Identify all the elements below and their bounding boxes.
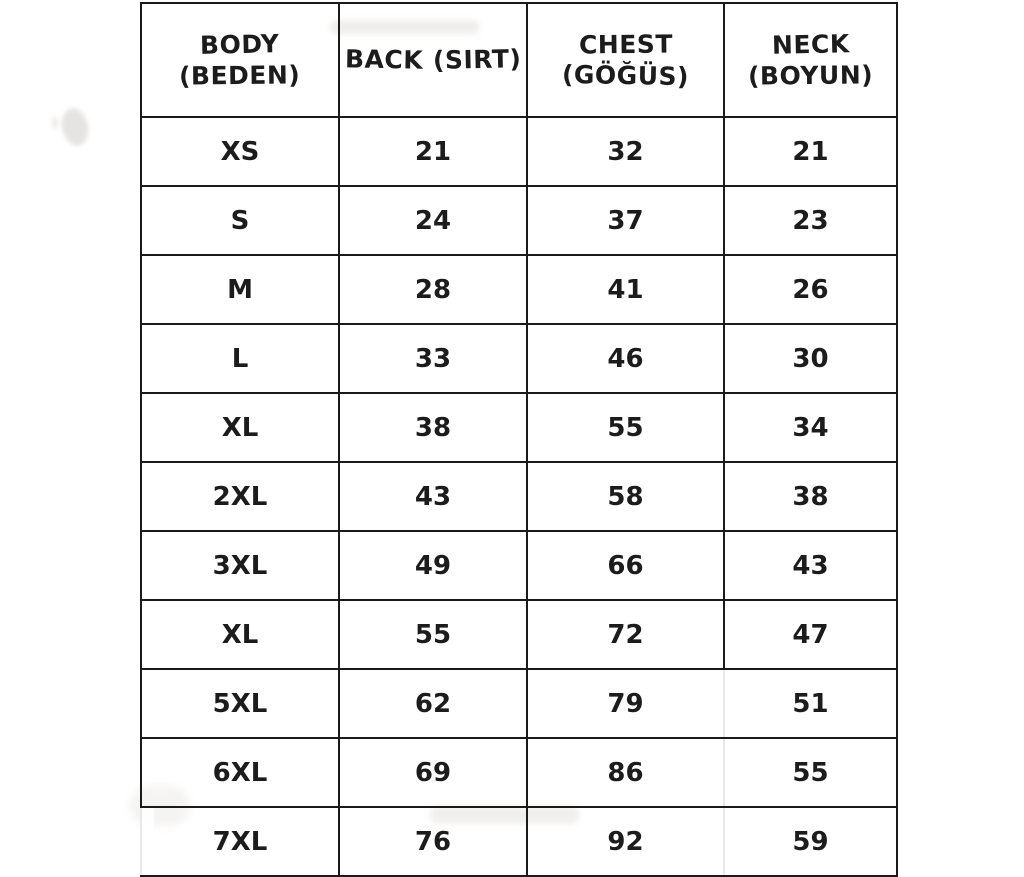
cell-body: 7XL — [141, 807, 339, 876]
cell-body: 3XL — [141, 531, 339, 600]
table-header — [141, 3, 897, 117]
column-header-chest-en: CHEST — [578, 29, 673, 60]
table-row — [141, 600, 897, 669]
cell-neck: 23 — [724, 186, 897, 255]
table-body — [141, 117, 897, 876]
cell-neck: 38 — [724, 462, 897, 531]
cell-back: 33 — [339, 324, 527, 393]
cell-chest: 41 — [527, 255, 724, 324]
column-header-body-en: BODY — [200, 28, 280, 60]
cell-neck: 34 — [724, 393, 897, 462]
table-row — [141, 186, 897, 255]
cell-neck: 43 — [724, 531, 897, 600]
cell-back: 43 — [339, 462, 527, 531]
table-row — [141, 393, 897, 462]
table-row — [141, 324, 897, 393]
cell-body: 6XL — [141, 738, 339, 807]
column-header-neck — [724, 3, 897, 117]
cell-back: 28 — [339, 255, 527, 324]
cell-back: 62 — [339, 669, 527, 738]
cell-chest: 32 — [527, 117, 724, 186]
cell-body: XS — [141, 117, 339, 186]
table-row — [141, 255, 897, 324]
cell-chest: 37 — [527, 186, 724, 255]
cell-back: 69 — [339, 738, 527, 807]
cell-chest: 72 — [527, 600, 724, 669]
column-header-body-tr: (BEDEN) — [179, 60, 301, 91]
cell-body: 2XL — [141, 462, 339, 531]
cell-chest: 46 — [527, 324, 724, 393]
table-row — [141, 117, 897, 186]
cell-back: 55 — [339, 600, 527, 669]
cell-neck: 26 — [724, 255, 897, 324]
column-header-chest — [527, 3, 724, 117]
cell-back: 76 — [339, 807, 527, 876]
paper-speck — [52, 116, 58, 130]
column-header-body — [141, 3, 339, 117]
cell-body: S — [141, 186, 339, 255]
cell-neck: 59 — [724, 807, 897, 876]
table-row — [141, 807, 897, 876]
size-table — [140, 2, 898, 877]
table-row — [141, 738, 897, 807]
column-header-back-en: BACK — [344, 44, 424, 76]
cell-body: XL — [141, 393, 339, 462]
column-header-neck-tr: (BOYUN) — [747, 60, 874, 91]
cell-back: 24 — [339, 186, 527, 255]
cell-chest: 86 — [527, 738, 724, 807]
table-row — [141, 669, 897, 738]
cell-chest: 79 — [527, 669, 724, 738]
cell-chest: 58 — [527, 462, 724, 531]
cell-chest: 92 — [527, 807, 724, 876]
cell-chest: 66 — [527, 531, 724, 600]
size-chart — [140, 2, 888, 877]
cell-back: 38 — [339, 393, 527, 462]
cell-neck: 51 — [724, 669, 897, 738]
cell-neck: 21 — [724, 117, 897, 186]
cell-neck: 47 — [724, 600, 897, 669]
cell-back: 21 — [339, 117, 527, 186]
table-row — [141, 462, 897, 531]
column-header-back-tr: (SIRT) — [432, 44, 522, 76]
paper-smudge — [58, 106, 91, 149]
cell-body: XL — [141, 600, 339, 669]
column-header-back — [339, 3, 527, 117]
cell-back: 49 — [339, 531, 527, 600]
cell-body: 5XL — [141, 669, 339, 738]
cell-body: L — [141, 324, 339, 393]
column-header-neck-en: NECK — [771, 28, 850, 60]
table-row — [141, 531, 897, 600]
cell-neck: 55 — [724, 738, 897, 807]
header-row — [141, 3, 897, 117]
cell-body: M — [141, 255, 339, 324]
column-header-chest-tr: (GÖĞÜS) — [561, 59, 690, 92]
cell-chest: 55 — [527, 393, 724, 462]
cell-neck: 30 — [724, 324, 897, 393]
